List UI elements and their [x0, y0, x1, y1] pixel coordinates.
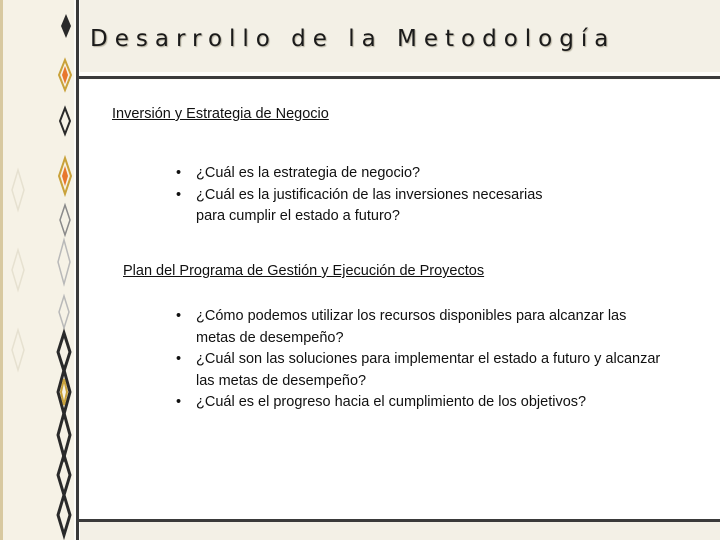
bullet-glyph: • [176, 308, 182, 324]
diamond-column [12, 14, 71, 535]
bullet-list-inversion [168, 163, 548, 228]
bullet-glyph: • [176, 394, 182, 410]
bullet-item: • ¿Cuál son las soluciones para implementar el estado a futuro y alcanzar las metas de desempeño? [176, 351, 661, 389]
decorative-side-strip [0, 0, 74, 540]
bullet-list-plan [168, 306, 668, 414]
diamond-icon [59, 296, 69, 328]
diamond-pattern [0, 0, 74, 540]
diamond-icon [60, 205, 70, 235]
diamond-icon [58, 495, 70, 535]
section-heading-plan: Plan del Programa de Gestión y Ejecución de Proyectos [123, 263, 485, 279]
content-area [80, 80, 720, 519]
bullet-item: • ¿Cuál es la estrategia de negocio? [168, 163, 548, 185]
bullet-glyph: • [176, 165, 182, 181]
diamond-icon [58, 240, 70, 284]
bullet-item: • ¿Cuál es el progreso hacia el cumplimiento de los objetivos? [168, 392, 668, 414]
frame-left-rule [76, 0, 79, 540]
bullet-item: • ¿Cómo podemos utilizar los recursos disponibles para alcanzar las metas de desempeño? [176, 308, 627, 346]
bottom-band [80, 522, 720, 540]
section-heading-inversion: Inversión y Estrategia de Negocio [112, 106, 329, 122]
slide-title: Desarrollo de la Metodología [90, 26, 616, 52]
diamond-icon [12, 250, 24, 290]
bullet-glyph: • [176, 351, 182, 367]
diamond-icon [61, 14, 71, 38]
diamond-icon [12, 170, 24, 210]
bullet-glyph: • [176, 186, 182, 203]
bullet-item: • ¿Cuál es la justificación de las inversiones necesarias para cumplir el estado a futuro? [176, 186, 543, 224]
title-divider [76, 76, 720, 79]
diamond-icon [12, 330, 24, 370]
diamond-icon [62, 66, 68, 84]
diamond-icon [62, 166, 68, 186]
diamond-icon [60, 108, 70, 134]
